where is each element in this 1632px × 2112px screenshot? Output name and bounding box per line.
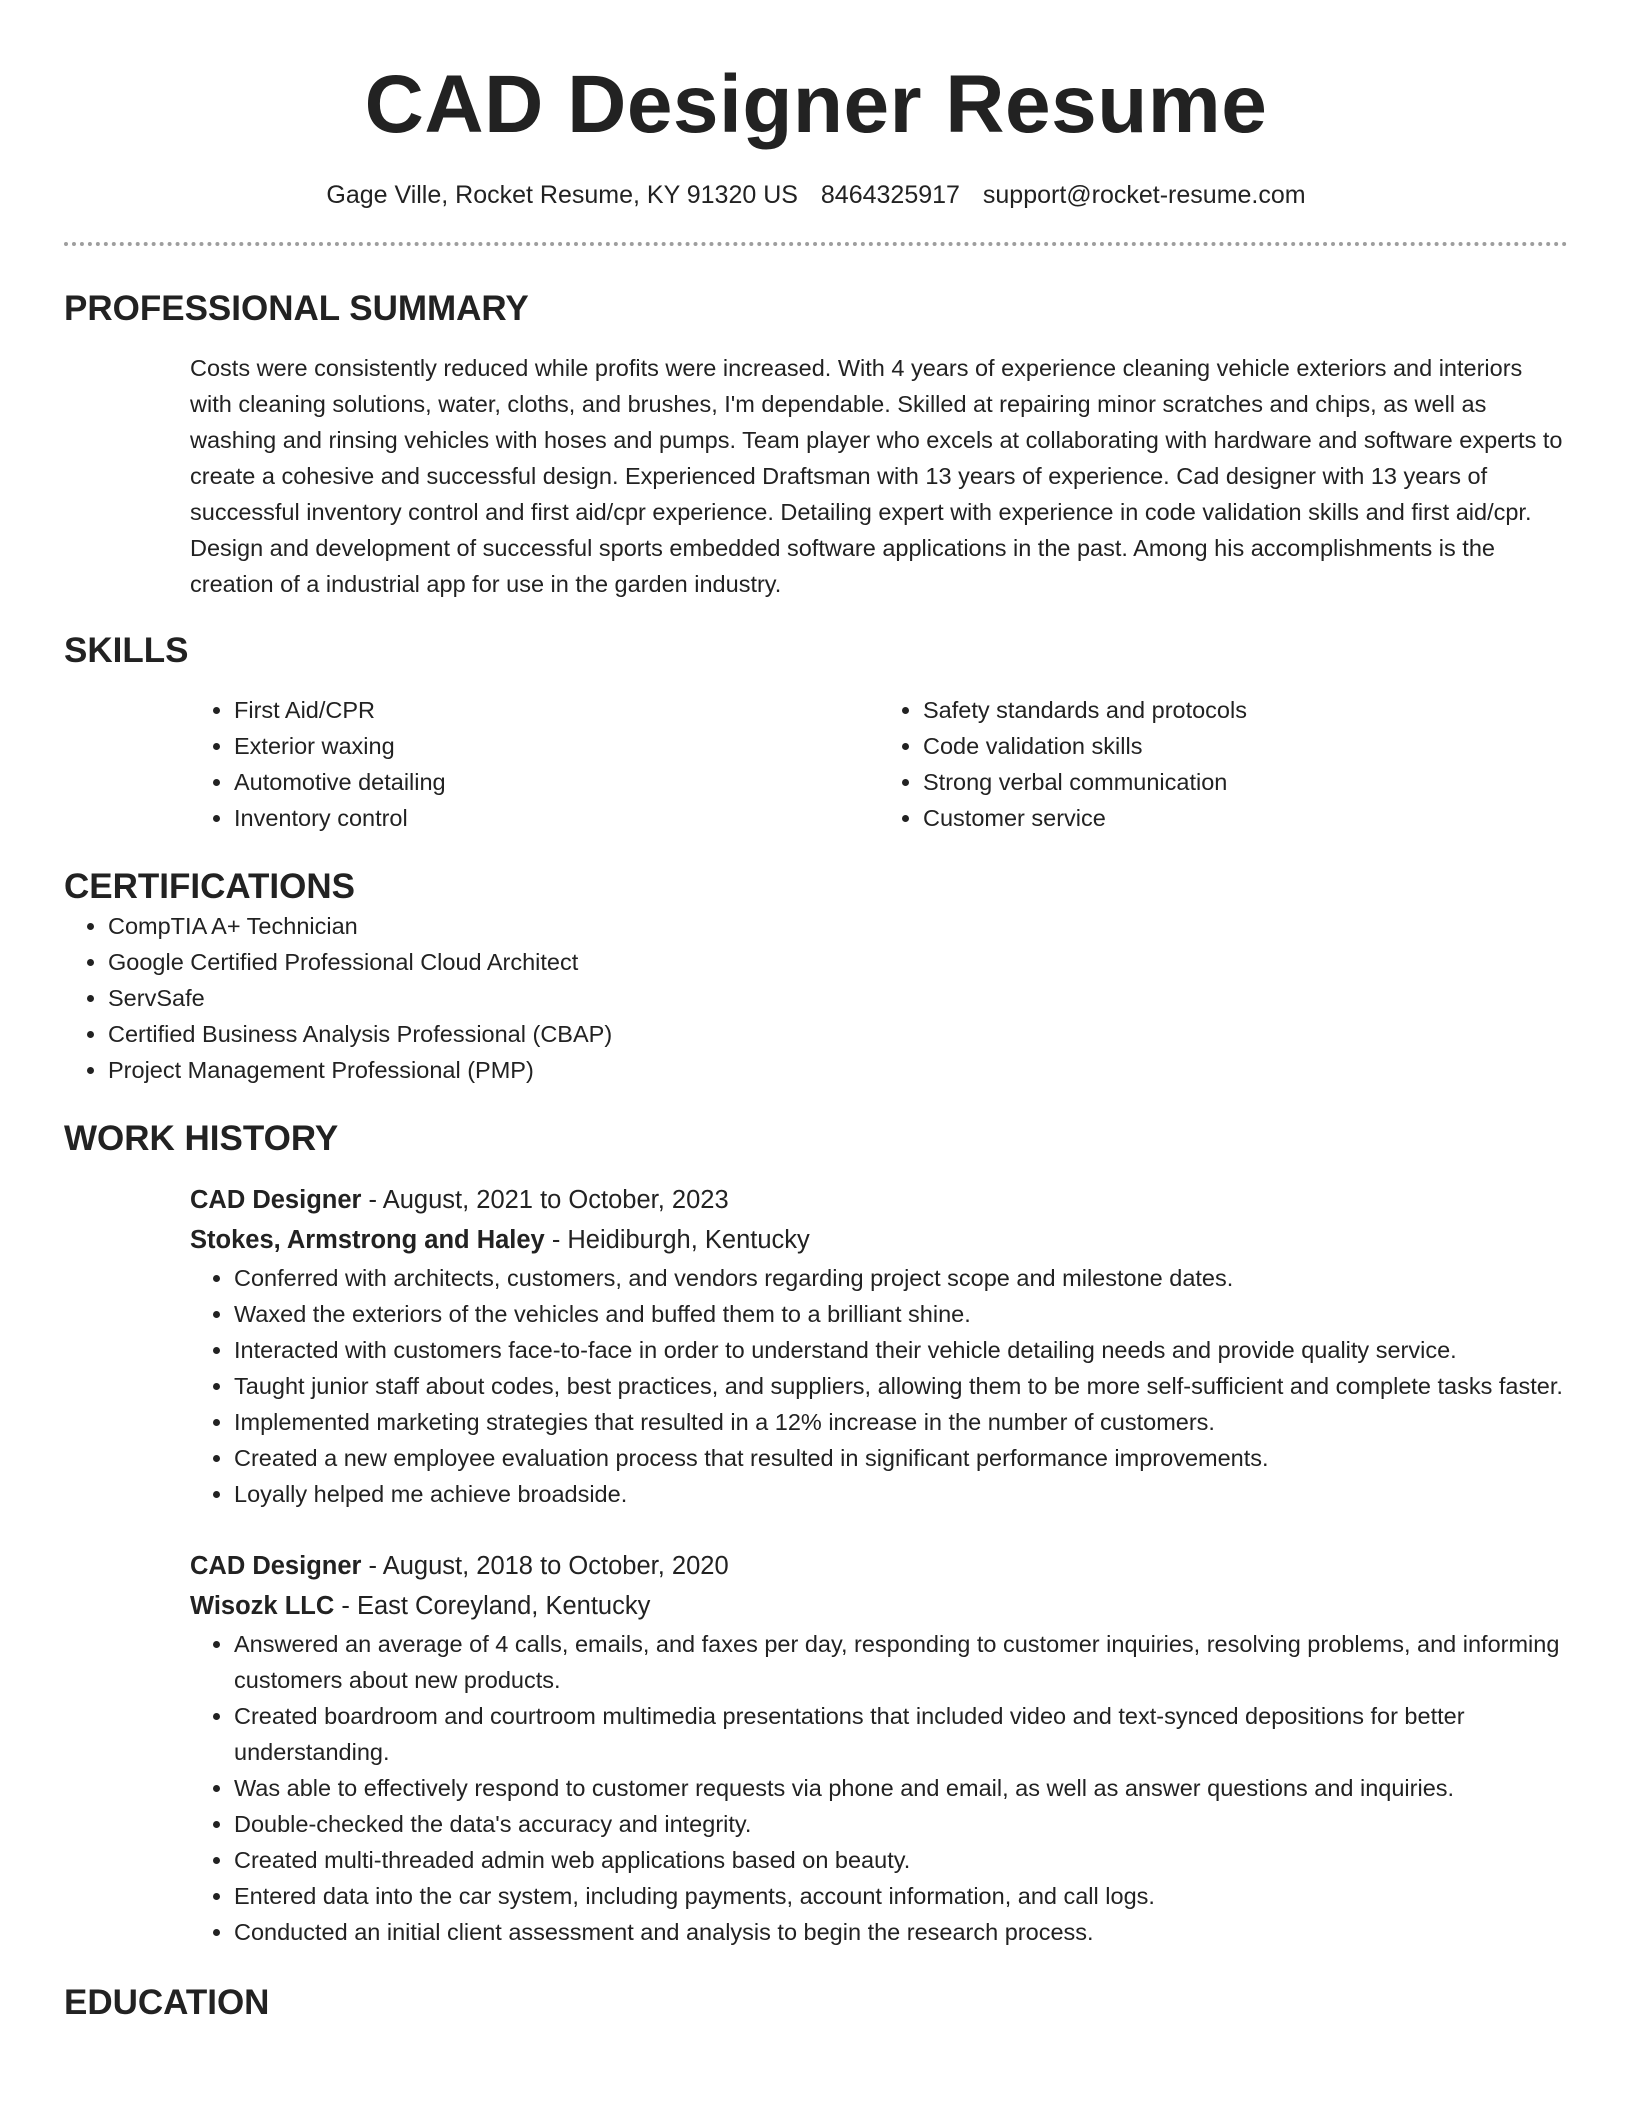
job-title: CAD Designer xyxy=(190,1552,362,1580)
job-title: CAD Designer xyxy=(190,1186,362,1214)
job-company-line xyxy=(190,1586,1568,1626)
contact-address: Gage Ville, Rocket Resume, KY 91320 US xyxy=(326,181,798,209)
job-duty: • Conducted an initial client assessment and analysis to begin the research process. xyxy=(234,1914,1568,1950)
job-duties-list xyxy=(190,1626,1568,1950)
summary-text: Costs were consistently reduced while profits were increased. With 4 years of experience cleaning vehicle exteriors and interiors with cleaning solutions, water, cloths, and brushes, I'm dependable. Skilled at repairing minor scratches and chips, as well as washing and rinsing vehicles with hoses and pumps. Team player who excels at collaborating with hardware and software experts to create a cohesive and successful design. Experienced Draftsman with 13 years of experience. Cad designer with 13 years of successful inventory control and first aid/cpr experience. Detailing expert with experience in code validation skills and first aid/cpr. Design and development of successful sports embedded software applications in the past. Among his accomplishments is the creation of a industrial app for use in the garden industry. xyxy=(190,355,1563,597)
job-duty: • Waxed the exteriors of the vehicles and buffed them to a brilliant shine. xyxy=(234,1296,1568,1332)
job-location: - Heidiburgh, Kentucky xyxy=(544,1226,810,1254)
skills-list-right xyxy=(879,692,1568,836)
skill-item: • Code validation skills xyxy=(923,728,1568,764)
job-duty: • Created boardroom and courtroom multimedia presentations that included video and text-synced depositions for better understanding. xyxy=(234,1698,1568,1770)
job-duty: • Created multi-threaded admin web applications based on beauty. xyxy=(234,1842,1568,1878)
contact-email: support@rocket-resume.com xyxy=(982,181,1306,209)
job-duty: • Entered data into the car system, including payments, account information, and call logs. xyxy=(234,1878,1568,1914)
skill-item: • Automotive detailing xyxy=(234,764,879,800)
job-duty: • Conferred with architects, customers, and vendors regarding project scope and milestone dates. xyxy=(234,1260,1568,1296)
resume-title: CAD Designer Resume xyxy=(364,59,1268,150)
job-company: Wisozk LLC xyxy=(190,1592,335,1620)
job-company-line xyxy=(190,1220,1568,1260)
certification-item: • Project Management Professional (PMP) xyxy=(108,1052,1568,1088)
certification-item: • Google Certified Professional Cloud Architect xyxy=(108,944,1568,980)
summary-heading: PROFESSIONAL SUMMARY xyxy=(64,289,529,328)
job-entry xyxy=(190,1180,1568,1512)
skills-grid xyxy=(190,692,1568,836)
contact-line xyxy=(64,180,1568,210)
job-title-line xyxy=(190,1180,1568,1220)
job-dates: - August, 2018 to October, 2020 xyxy=(361,1552,729,1580)
skill-item: • Customer service xyxy=(923,800,1568,836)
job-duty: • Double-checked the data's accuracy and integrity. xyxy=(234,1806,1568,1842)
skill-item: • Exterior waxing xyxy=(234,728,879,764)
certification-item: • ServSafe xyxy=(108,980,1568,1016)
skill-item: • Safety standards and protocols xyxy=(923,692,1568,728)
certifications-heading: CERTIFICATIONS xyxy=(64,867,356,906)
certifications-list xyxy=(64,908,1568,1088)
skill-item: • Inventory control xyxy=(234,800,879,836)
skills-list-left xyxy=(190,692,879,836)
job-location: - East Coreyland, Kentucky xyxy=(334,1592,651,1620)
job-duty: • Created a new employee evaluation process that resulted in significant performance improvements. xyxy=(234,1440,1568,1476)
job-duty: • Interacted with customers face-to-face in order to understand their vehicle detailing needs and provide quality service. xyxy=(234,1332,1568,1368)
skill-item: • First Aid/CPR xyxy=(234,692,879,728)
education-heading: EDUCATION xyxy=(64,1983,270,2022)
job-duty: • Loyally helped me achieve broadside. xyxy=(234,1476,1568,1512)
job-duty: • Was able to effectively respond to customer requests via phone and email, as well as answer questions and inquiries. xyxy=(234,1770,1568,1806)
job-entry xyxy=(190,1546,1568,1950)
job-dates: - August, 2021 to October, 2023 xyxy=(361,1186,729,1214)
job-company: Stokes, Armstrong and Haley xyxy=(190,1226,545,1254)
job-duties-list xyxy=(190,1260,1568,1512)
work-history-heading: WORK HISTORY xyxy=(64,1119,339,1158)
job-duty: • Implemented marketing strategies that resulted in a 12% increase in the number of customers. xyxy=(234,1404,1568,1440)
skills-heading: SKILLS xyxy=(64,631,189,670)
job-duty: • Taught junior staff about codes, best practices, and suppliers, allowing them to be more self-sufficient and complete tasks faster. xyxy=(234,1368,1568,1404)
job-title-line xyxy=(190,1546,1568,1586)
job-duty: • Answered an average of 4 calls, emails, and faxes per day, responding to customer inquiries, resolving problems, and informing customers about new products. xyxy=(234,1626,1568,1698)
certification-item: • CompTIA A+ Technician xyxy=(108,908,1568,944)
contact-phone: 8464325917 xyxy=(820,181,960,209)
skill-item: • Strong verbal communication xyxy=(923,764,1568,800)
certification-item: • Certified Business Analysis Professional (CBAP) xyxy=(108,1016,1568,1052)
header-divider xyxy=(64,242,1568,246)
